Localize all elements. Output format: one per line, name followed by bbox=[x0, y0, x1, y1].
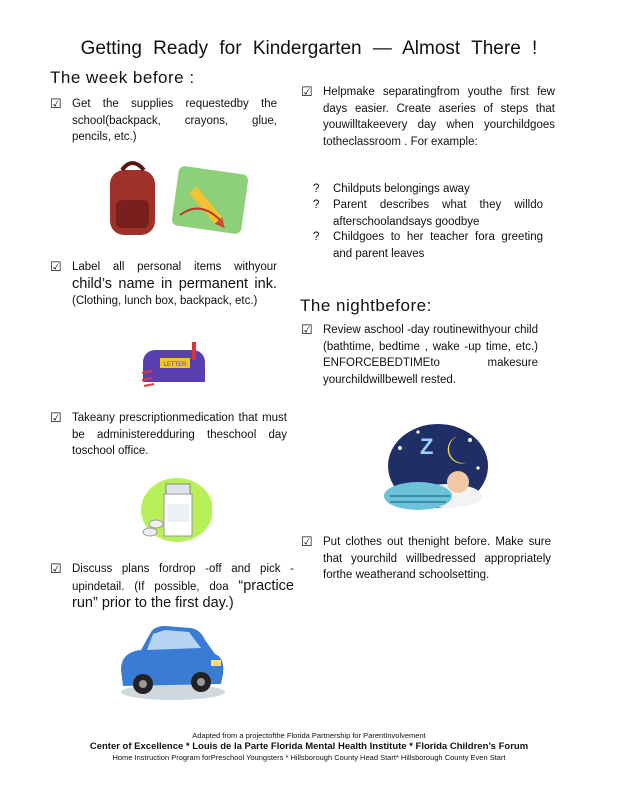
pill-icon bbox=[143, 528, 157, 536]
footer-programs: Home Instruction Program forPreschool Youngsters * Hillsborough County Head Start* Hillsborough County Even Start bbox=[112, 753, 506, 762]
sleeping-child-illustration bbox=[378, 418, 493, 518]
bullet-text: Childgoes to her teacher fora greeting and parent leaves bbox=[333, 231, 543, 260]
footer-organizations: Center of Excellence * Louis de la Parte Florida Mental Health Institute * Florida Children’s Forum bbox=[89, 741, 529, 752]
item-tail: (Clothing, lunch box, backpack, etc.) bbox=[72, 295, 258, 307]
list-item bbox=[50, 561, 294, 613]
checkbox-icon: ☑ bbox=[50, 259, 62, 274]
paper-icon bbox=[171, 165, 249, 234]
item-text: Get the supplies requestedby the school(backpack, crayons, glue, pencils, etc.) bbox=[72, 98, 277, 143]
night-before-heading: The nightbefore: bbox=[300, 296, 432, 315]
bullet-mark: ? bbox=[313, 199, 320, 211]
backpack-crayon-illustration bbox=[100, 160, 250, 240]
item-text: Review aschool -day routinewithyour child (bathtime, bedtime , wake -up time, etc.) ENFORCEBEDTIMEto makesure yourchildwillbewell rested. bbox=[323, 324, 538, 386]
list-item bbox=[50, 96, 277, 146]
list-item bbox=[301, 84, 555, 150]
list-item bbox=[313, 229, 543, 262]
bullet-mark: ? bbox=[313, 231, 320, 243]
medicine-illustration bbox=[132, 474, 212, 546]
list-item bbox=[301, 534, 551, 584]
week-before-heading: The week before : bbox=[50, 68, 195, 87]
pill-icon bbox=[149, 520, 163, 528]
item-text: Discuss plans fordrop -off and pick -upindetail. (If possible, doa bbox=[72, 563, 294, 593]
list-item bbox=[313, 181, 543, 198]
checkbox-icon: ☑ bbox=[301, 534, 313, 549]
list-item bbox=[301, 322, 538, 388]
checkbox-icon: ☑ bbox=[301, 322, 313, 337]
car-illustration bbox=[113, 622, 228, 702]
item-emphasis: “practice run” prior to the first day.) bbox=[72, 577, 294, 611]
item-text: Helpmake separatingfrom youthe first few days easier. Create aseries of steps that youwilltakeevery day when yourchildgoes totheclassroom . For example: bbox=[323, 86, 555, 148]
list-item bbox=[313, 197, 543, 230]
footer-credit: Adapted from a projectofthe Florida Partnership for ParentInvolvement bbox=[192, 731, 426, 740]
checkbox-icon: ☑ bbox=[301, 84, 313, 99]
mailbox-illustration bbox=[140, 338, 215, 393]
item-text: Label all personal items withyour bbox=[72, 261, 277, 273]
list-item bbox=[50, 259, 277, 310]
checkbox-icon: ☑ bbox=[50, 96, 62, 111]
bullet-text: Childputs belongings away bbox=[333, 183, 470, 195]
item-emphasis: child’s name in permanent ink. bbox=[72, 275, 277, 292]
bullet-mark: ? bbox=[313, 183, 320, 195]
mailbox-label: LETTER bbox=[163, 362, 187, 368]
checkbox-icon: ☑ bbox=[50, 561, 62, 576]
sleep-z-icon: Z bbox=[420, 434, 434, 459]
backpack-icon bbox=[110, 163, 155, 235]
page-title: Getting Ready for Kindergarten — Almost There ! bbox=[80, 38, 538, 59]
item-text: Takeany prescriptionmedication that must be administeredduring theschool day toschool office. bbox=[72, 412, 287, 457]
checkbox-icon: ☑ bbox=[50, 410, 62, 425]
bullet-text: Parent describes what they willdo afterschoolandsays goodbye bbox=[333, 199, 543, 228]
list-item bbox=[50, 410, 287, 460]
item-text: Put clothes out thenight before. Make sure that yourchild willbedressed appropriately forthe weatherand schoolsetting. bbox=[323, 536, 551, 581]
